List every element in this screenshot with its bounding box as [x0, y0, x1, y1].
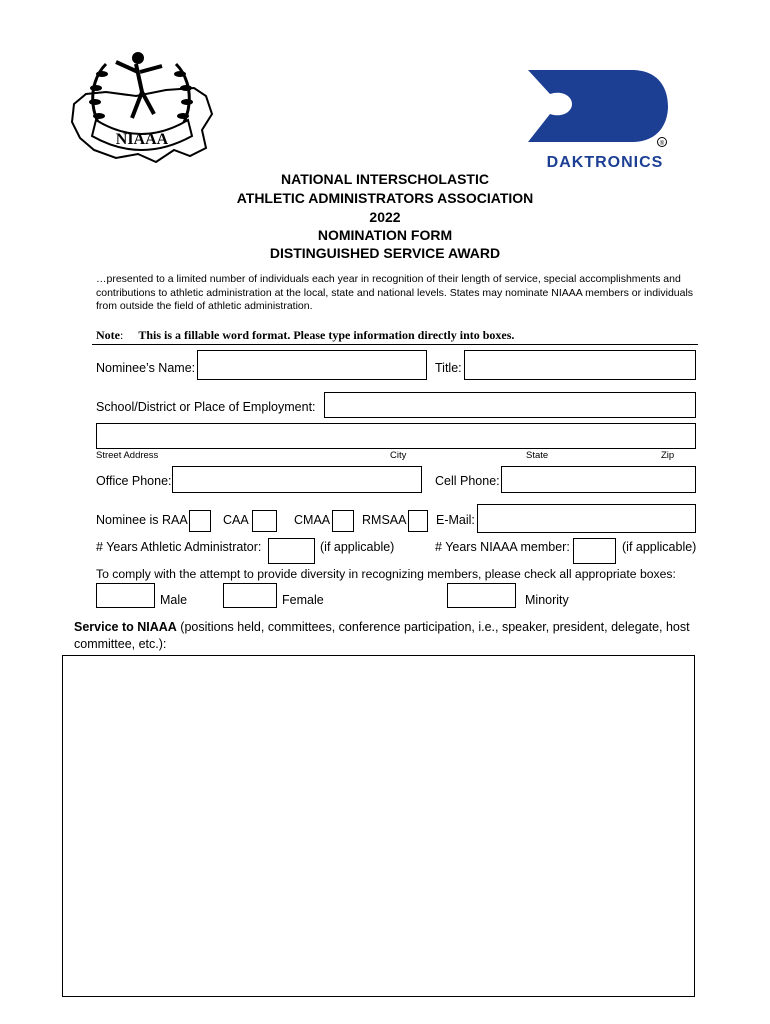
- office-phone-input[interactable]: [172, 466, 422, 493]
- caa-checkbox[interactable]: [252, 510, 277, 532]
- email-label: E-Mail:: [436, 513, 475, 527]
- years-ad-input[interactable]: [268, 538, 315, 564]
- street-label: Street Address: [96, 450, 159, 461]
- daktronics-logo: [520, 66, 690, 176]
- school-label: School/District or Place of Employment:: [96, 400, 316, 414]
- email-input[interactable]: [477, 504, 696, 533]
- award-title: DISTINGUISHED SERVICE AWARD: [269, 245, 501, 261]
- cell-phone-input[interactable]: [501, 466, 696, 493]
- years-niaaa-input[interactable]: [573, 538, 616, 564]
- daktronics-logo-text: DAKTRONICS: [546, 154, 664, 171]
- if-applicable-2: (if applicable): [622, 540, 697, 554]
- service-text: (positions held, committees, conference participation, i.e., speaker, president, delegate, host committee, etc.):: [74, 620, 690, 651]
- note-label: Note: [96, 328, 120, 342]
- male-label: Male: [160, 593, 188, 607]
- niaaa-logo-text: NIAAA: [115, 131, 169, 148]
- diversity-text: To comply with the attempt to provide diversity in recognizing members, please check all appropriate boxes:: [96, 567, 676, 581]
- years-ad-label: # Years Athletic Administrator:: [96, 540, 262, 554]
- school-input[interactable]: [324, 392, 696, 418]
- intro-paragraph: …presented to a limited number of individuals each year in recognition of their length of service, special accomplishments and contributions to athletic administration at the local, state and national levels. States may nominate NIAAA members or individuals from outside the field of athletic administration.: [96, 273, 694, 312]
- zip-label: Zip: [661, 450, 675, 461]
- rmsaa-checkbox[interactable]: [408, 510, 428, 532]
- cell-phone-label: Cell Phone:: [435, 474, 500, 488]
- minority-checkbox[interactable]: [447, 583, 516, 608]
- note-line: Note: This is a fillable word format. Please type information directly into boxes.: [96, 328, 515, 342]
- registered-mark: ®: [659, 141, 665, 147]
- female-checkbox[interactable]: [223, 583, 277, 608]
- niaaa-logo: [66, 44, 216, 172]
- nominee-name-label: Nominee’s Name:: [96, 361, 196, 375]
- male-checkbox[interactable]: [96, 583, 155, 608]
- nominee-is-raa-label: Nominee is RAA: [96, 513, 188, 527]
- cmaa-label: CMAA: [294, 513, 331, 527]
- rmsaa-label: RMSAA: [362, 513, 407, 527]
- office-phone-label: Office Phone:: [96, 474, 172, 488]
- header-line2: ATHLETIC ADMINISTRATORS ASSOCIATION: [236, 190, 534, 206]
- city-label: City: [390, 450, 407, 461]
- cmaa-checkbox[interactable]: [332, 510, 354, 532]
- form-title: NOMINATION FORM: [317, 227, 453, 243]
- years-niaaa-label: # Years NIAAA member:: [435, 540, 570, 554]
- minority-label: Minority: [525, 593, 569, 607]
- service-textarea[interactable]: [62, 655, 695, 997]
- header-line1: NATIONAL INTERSCHOLASTIC: [281, 171, 489, 187]
- state-label: State: [526, 450, 549, 461]
- if-applicable-1: (if applicable): [320, 540, 395, 554]
- female-label: Female: [282, 593, 324, 607]
- divider-rule: [92, 344, 698, 345]
- nominee-name-input[interactable]: [197, 350, 427, 380]
- title-label: Title:: [435, 361, 462, 375]
- service-prompt: [74, 619, 699, 653]
- header-year: 2022: [369, 209, 401, 225]
- address-input[interactable]: [96, 423, 696, 449]
- title-input[interactable]: [464, 350, 696, 380]
- caa-label: CAA: [223, 513, 249, 527]
- note-text: This is a fillable word format. Please type information directly into boxes.: [138, 328, 515, 342]
- raa-checkbox[interactable]: [189, 510, 211, 532]
- service-label: Service to NIAAA: [74, 620, 177, 634]
